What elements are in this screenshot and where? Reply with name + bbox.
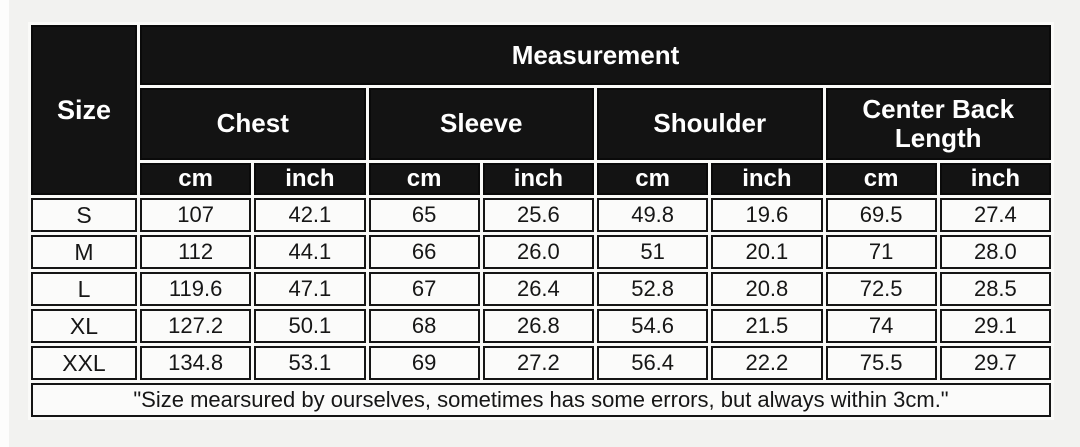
group-header-shoulder: Shoulder [597, 88, 823, 160]
shoulder-inch-cell: 22.2 [711, 346, 822, 380]
size-column-header: Size [31, 25, 137, 195]
cbl-cm-cell: 71 [826, 235, 937, 269]
shoulder-inch-cell: 21.5 [711, 309, 822, 343]
unit-header-chest-inch: inch [254, 163, 365, 195]
group-header-center-back-length: Center Back Length [826, 88, 1052, 160]
sleeve-inch-cell: 26.8 [483, 309, 594, 343]
sleeve-inch-cell: 27.2 [483, 346, 594, 380]
chest-cm-cell: 112 [140, 235, 251, 269]
measurement-header: Measurement [140, 25, 1051, 85]
table-row-xxl [31, 346, 1051, 380]
shoulder-inch-cell: 20.1 [711, 235, 822, 269]
table-row-s [31, 198, 1051, 232]
size-chart-table [28, 22, 1054, 420]
sleeve-cm-cell: 66 [369, 235, 480, 269]
left-edge-strip [0, 0, 9, 447]
size-cell: L [31, 272, 137, 306]
cbl-inch-cell: 27.4 [940, 198, 1051, 232]
unit-header-sleeve-cm: cm [369, 163, 480, 195]
sleeve-cm-cell: 68 [369, 309, 480, 343]
shoulder-cm-cell: 52.8 [597, 272, 708, 306]
shoulder-cm-cell: 49.8 [597, 198, 708, 232]
chest-inch-cell: 53.1 [254, 346, 365, 380]
unit-header-cbl-inch: inch [940, 163, 1051, 195]
size-disclaimer-note: "Size mearsured by ourselves, sometimes has some errors, but always within 3cm." [31, 383, 1051, 417]
cbl-inch-cell: 28.5 [940, 272, 1051, 306]
chest-cm-cell: 134.8 [140, 346, 251, 380]
group-header-sleeve: Sleeve [369, 88, 595, 160]
size-cell: XL [31, 309, 137, 343]
group-header-chest: Chest [140, 88, 366, 160]
chest-cm-cell: 107 [140, 198, 251, 232]
shoulder-inch-cell: 19.6 [711, 198, 822, 232]
unit-header-cbl-cm: cm [826, 163, 937, 195]
chest-cm-cell: 127.2 [140, 309, 251, 343]
cbl-cm-cell: 74 [826, 309, 937, 343]
sleeve-cm-cell: 67 [369, 272, 480, 306]
size-cell: S [31, 198, 137, 232]
table-row-l [31, 272, 1051, 306]
sleeve-inch-cell: 26.4 [483, 272, 594, 306]
cbl-cm-cell: 72.5 [826, 272, 937, 306]
chest-inch-cell: 42.1 [254, 198, 365, 232]
shoulder-cm-cell: 56.4 [597, 346, 708, 380]
chest-cm-cell: 119.6 [140, 272, 251, 306]
cbl-cm-cell: 75.5 [826, 346, 937, 380]
shoulder-cm-cell: 51 [597, 235, 708, 269]
sleeve-cm-cell: 69 [369, 346, 480, 380]
chest-inch-cell: 47.1 [254, 272, 365, 306]
chest-inch-cell: 44.1 [254, 235, 365, 269]
unit-header-shoulder-inch: inch [711, 163, 822, 195]
size-cell: M [31, 235, 137, 269]
cbl-inch-cell: 28.0 [940, 235, 1051, 269]
chest-inch-cell: 50.1 [254, 309, 365, 343]
table-row-m [31, 235, 1051, 269]
unit-header-shoulder-cm: cm [597, 163, 708, 195]
sleeve-inch-cell: 26.0 [483, 235, 594, 269]
cbl-inch-cell: 29.1 [940, 309, 1051, 343]
shoulder-cm-cell: 54.6 [597, 309, 708, 343]
cbl-inch-cell: 29.7 [940, 346, 1051, 380]
cbl-cm-cell: 69.5 [826, 198, 937, 232]
unit-header-sleeve-inch: inch [483, 163, 594, 195]
sleeve-inch-cell: 25.6 [483, 198, 594, 232]
sleeve-cm-cell: 65 [369, 198, 480, 232]
table-row-xl [31, 309, 1051, 343]
unit-header-chest-cm: cm [140, 163, 251, 195]
size-cell: XXL [31, 346, 137, 380]
shoulder-inch-cell: 20.8 [711, 272, 822, 306]
